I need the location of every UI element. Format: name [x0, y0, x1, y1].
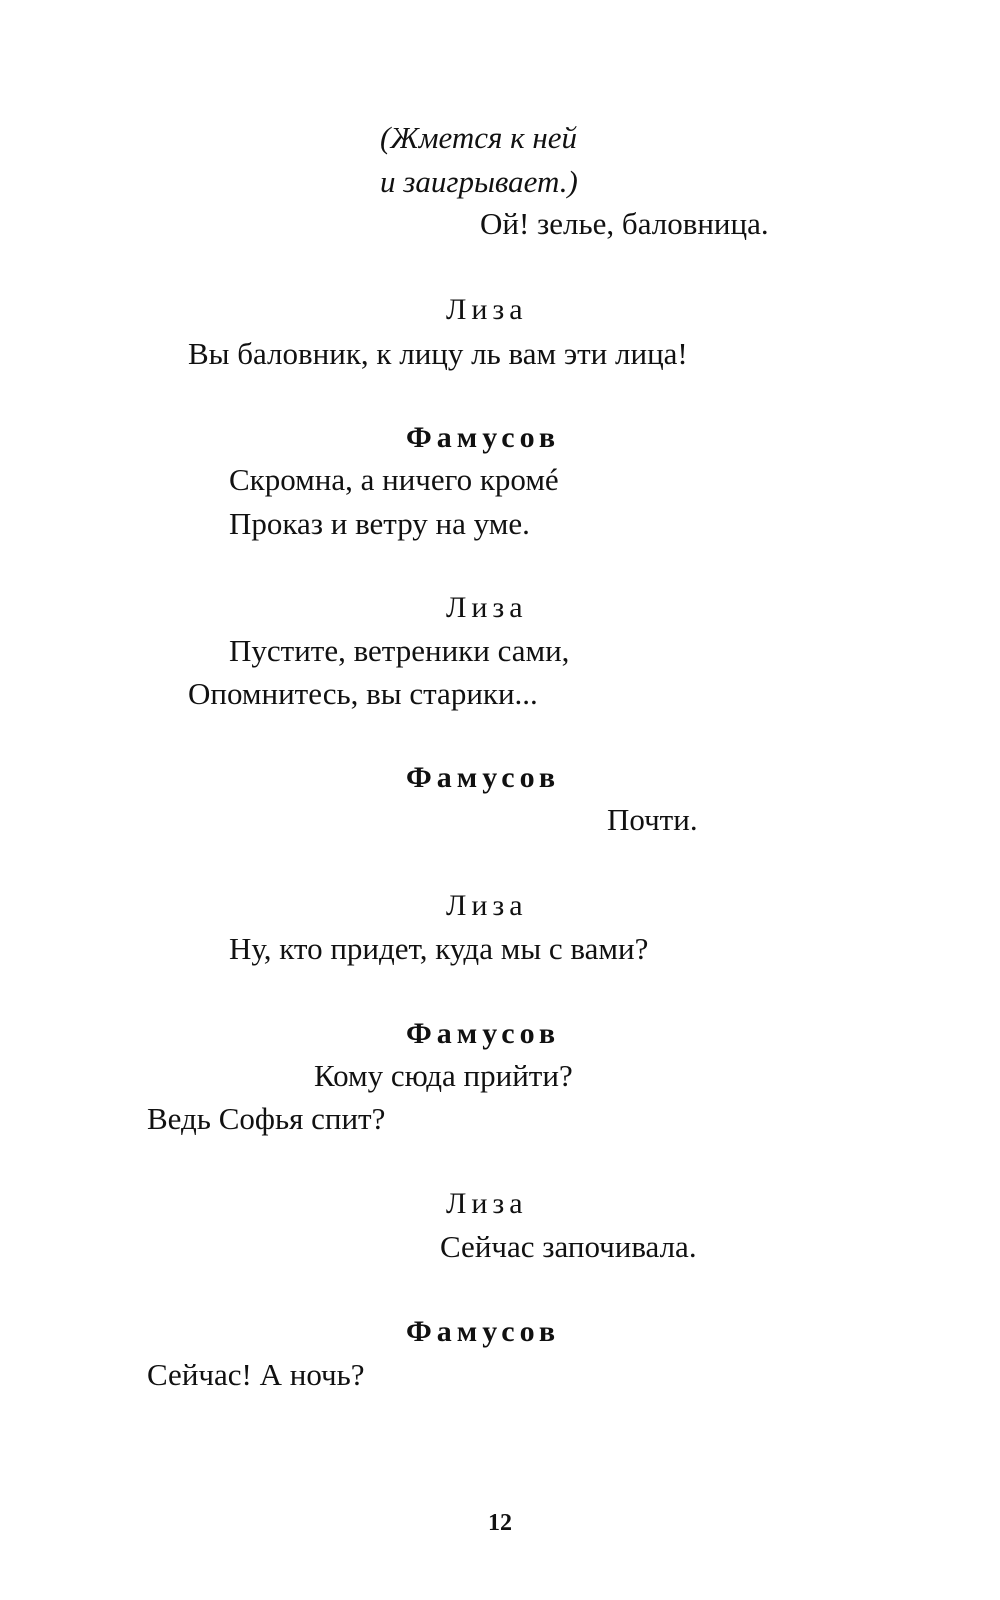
speaker-name: Лиза	[446, 293, 528, 326]
speaker-name: Лиза	[446, 889, 528, 922]
dialogue-line: Ведь Софья спит?	[147, 1101, 386, 1136]
stage-direction-line-1: (Жмется к ней	[380, 120, 578, 155]
speaker-name: Лиза	[446, 1187, 528, 1220]
stage-direction-line-2: и заигрывает.)	[380, 164, 578, 199]
dialogue-line: Почти.	[607, 802, 698, 837]
dialogue-line: Скромна, а ничего кромé	[229, 462, 559, 497]
dialogue-line: Проказ и ветру на уме.	[229, 506, 530, 541]
dialogue-line: Опомнитесь, вы старики...	[188, 676, 538, 711]
dialogue-line: Пустите, ветреники сами,	[229, 633, 570, 668]
speaker-name: Фамусов	[406, 421, 561, 454]
dialogue-line: Ну, кто придет, куда мы с вами?	[229, 931, 649, 966]
dialogue-line: Сейчас започивала.	[440, 1229, 697, 1264]
speaker-name: Лиза	[446, 591, 528, 624]
speaker-name: Фамусов	[406, 761, 561, 794]
page-number: 12	[488, 1510, 512, 1536]
speaker-name: Фамусов	[406, 1017, 561, 1050]
dialogue-line: Ой! зелье, баловница.	[480, 206, 769, 241]
dialogue-line: Сейчас! А ночь?	[147, 1357, 365, 1392]
dialogue-line: Кому сюда прийти?	[314, 1058, 573, 1093]
speaker-name: Фамусов	[406, 1315, 561, 1348]
dialogue-line: Вы баловник, к лицу ль вам эти лица!	[188, 336, 688, 371]
